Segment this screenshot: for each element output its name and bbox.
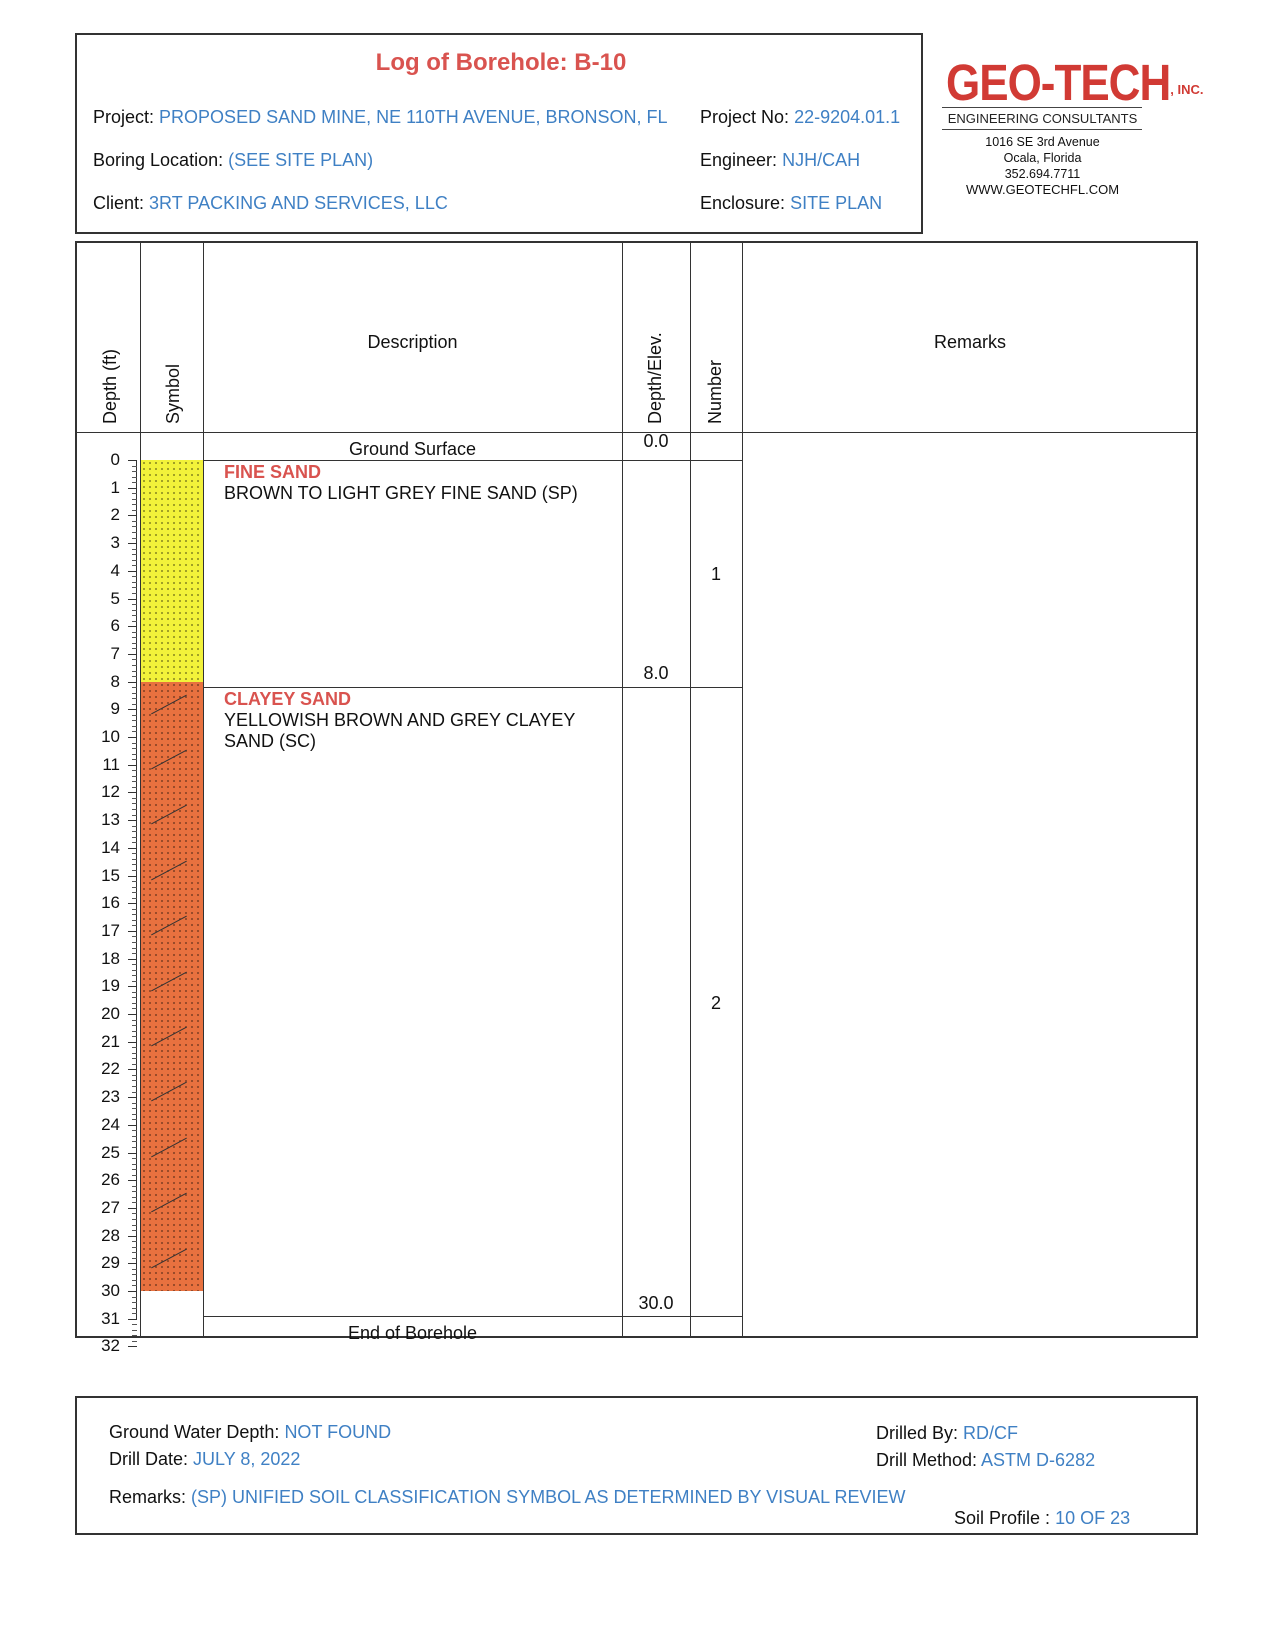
company-logo <box>940 55 1204 205</box>
depth-minor-tick <box>132 659 137 660</box>
depth-minor-tick <box>132 1158 137 1159</box>
depth-minor-tick <box>132 1103 137 1104</box>
depth-minor-tick <box>132 743 137 744</box>
depth-minor-tick <box>132 992 137 993</box>
drill-date-value: JULY 8, 2022 <box>193 1449 301 1469</box>
depth-minor-tick <box>132 593 137 594</box>
logo-rule-bottom <box>942 129 1142 130</box>
depth-minor-tick <box>132 776 137 777</box>
depth-minor-tick <box>132 898 137 899</box>
boring-location-label: Boring Location: <box>93 150 224 170</box>
depth-minor-tick <box>132 1092 137 1093</box>
depth-major-tick <box>128 931 137 932</box>
depth-tick-label: 8 <box>110 671 120 691</box>
depth-minor-tick <box>132 521 137 522</box>
depth-minor-tick <box>132 687 137 688</box>
drill-method-label: Drill Method: <box>876 1450 978 1470</box>
depth-minor-tick <box>132 665 137 666</box>
layer-1-name: FINE SAND <box>224 462 322 482</box>
logo-subtitle: ENGINEERING CONSULTANTS <box>947 111 1138 126</box>
depth-minor-tick <box>132 643 137 644</box>
depth-minor-tick <box>132 1191 137 1192</box>
depth-minor-tick <box>132 526 137 527</box>
depth-minor-tick <box>132 1241 137 1242</box>
clay-hatch-mark <box>151 1248 187 1268</box>
depth-minor-tick <box>132 1225 137 1226</box>
depth-tick-label: 15 <box>101 865 120 885</box>
drill-date-field <box>109 1449 300 1470</box>
depth-minor-tick <box>132 842 137 843</box>
depth-tick-label: 26 <box>101 1170 120 1190</box>
depth-major-tick <box>128 654 137 655</box>
soil-profile-label: Soil Profile : <box>954 1508 1051 1528</box>
depth-tick-label: 14 <box>101 837 120 857</box>
depth-major-tick <box>128 626 137 627</box>
depth-minor-tick <box>132 1031 137 1032</box>
col-header-remarks: Remarks <box>933 332 1006 352</box>
depth-minor-tick <box>132 604 137 605</box>
col-header-symbol: Symbol <box>163 363 183 424</box>
depth-major-tick <box>128 1153 137 1154</box>
depth-minor-tick <box>132 1285 137 1286</box>
layer-1-bottom-depth: 8.0 <box>643 663 669 683</box>
depth-tick-label: 16 <box>101 893 120 913</box>
depth-minor-tick <box>132 610 137 611</box>
project-no-field <box>700 107 900 128</box>
depth-major-tick <box>128 1014 137 1015</box>
depth-minor-tick <box>132 676 137 677</box>
depth-major-tick <box>128 1291 137 1292</box>
col-header-description: Description <box>367 332 458 352</box>
log-table <box>75 241 1198 1338</box>
depth-minor-tick <box>132 510 137 511</box>
depth-major-tick <box>128 1069 137 1070</box>
depth-minor-tick <box>132 499 137 500</box>
clay-hatch-mark <box>151 805 187 825</box>
depth-minor-tick <box>132 997 137 998</box>
depth-tick-label: 5 <box>110 588 120 608</box>
project-value: PROPOSED SAND MINE, NE 110TH AVENUE, BRONSON, FL <box>159 107 668 127</box>
depth-major-tick <box>128 765 137 766</box>
depth-tick-label: 23 <box>101 1087 120 1107</box>
depth-tick-label: 32 <box>101 1336 120 1356</box>
depth-minor-tick <box>132 615 137 616</box>
depth-minor-tick <box>132 909 137 910</box>
soil-profile-value: 10 OF 23 <box>1055 1508 1131 1528</box>
depth-minor-tick <box>132 532 137 533</box>
depth-tick-label: 4 <box>110 560 120 580</box>
depth-minor-tick <box>132 704 137 705</box>
depth-major-tick <box>128 1180 137 1181</box>
depth-minor-tick <box>132 1064 137 1065</box>
depth-minor-tick <box>132 914 137 915</box>
depth-minor-tick <box>132 549 137 550</box>
logo-website: WWW.GEOTECHFL.COM <box>965 182 1120 197</box>
log-title: Log of Borehole: B-10 <box>375 49 627 76</box>
depth-minor-tick <box>132 948 137 949</box>
ground-water-label: Ground Water Depth: <box>109 1422 280 1442</box>
depth-major-tick <box>128 460 137 461</box>
depth-minor-tick <box>132 1047 137 1048</box>
ground-surface-label: Ground Surface <box>348 439 477 459</box>
depth-major-tick <box>128 1346 137 1347</box>
layer-2-description-line1: YELLOWISH BROWN AND GREY CLAYEY <box>224 710 576 730</box>
project-no-value: 22-9204.01.1 <box>794 107 901 127</box>
depth-major-tick <box>128 1236 137 1237</box>
depth-minor-tick <box>132 1219 137 1220</box>
depth-minor-tick <box>132 637 137 638</box>
drilled-by-value: RD/CF <box>963 1423 1019 1443</box>
depth-minor-tick <box>132 1053 137 1054</box>
depth-minor-tick <box>132 582 137 583</box>
engineer-label: Engineer: <box>700 150 778 170</box>
depth-tick-label: 25 <box>101 1142 120 1162</box>
column-divider <box>742 241 743 1338</box>
depth-minor-tick <box>132 925 137 926</box>
depth-tick-label: 27 <box>101 1197 120 1217</box>
clay-hatch-mark <box>151 971 187 991</box>
depth-major-tick <box>128 1125 137 1126</box>
depth-tick-label: 6 <box>110 616 120 636</box>
depth-minor-tick <box>132 648 137 649</box>
remarks-label: Remarks: <box>109 1487 187 1507</box>
depth-tick-label: 3 <box>110 533 120 553</box>
depth-minor-tick <box>132 798 137 799</box>
depth-tick-label: 1 <box>110 477 120 497</box>
depth-minor-tick <box>132 803 137 804</box>
depth-tick-label: 29 <box>101 1253 120 1273</box>
depth-minor-tick <box>132 477 137 478</box>
depth-minor-tick <box>132 493 137 494</box>
depth-major-tick <box>128 543 137 544</box>
depth-major-tick <box>128 599 137 600</box>
client-value: 3RT PACKING AND SERVICES, LLC <box>149 193 448 213</box>
depth-minor-tick <box>132 560 137 561</box>
depth-major-tick <box>128 792 137 793</box>
clay-hatch-mark <box>151 916 187 936</box>
depth-minor-tick <box>132 1025 137 1026</box>
depth-tick-label: 22 <box>101 1059 120 1079</box>
depth-minor-tick <box>132 815 137 816</box>
depth-major-tick <box>128 876 137 877</box>
drill-method-field <box>876 1450 1095 1471</box>
depth-minor-tick <box>132 975 137 976</box>
column-divider <box>690 241 691 1338</box>
depth-minor-tick <box>132 837 137 838</box>
depth-minor-tick <box>132 1169 137 1170</box>
depth-minor-tick <box>132 1247 137 1248</box>
drill-date-label: Drill Date: <box>109 1449 189 1469</box>
depth-minor-tick <box>132 953 137 954</box>
depth-minor-tick <box>132 1313 137 1314</box>
depth-tick-label: 9 <box>110 699 120 719</box>
depth-minor-tick <box>132 809 137 810</box>
col-header-depth-elev: Depth/Elev. <box>645 332 665 424</box>
logo-name: GEO-TECH <box>946 55 1171 112</box>
depth-minor-tick <box>132 731 137 732</box>
col-header-depth: Depth (ft) <box>100 348 120 424</box>
depth-minor-tick <box>132 576 137 577</box>
clay-hatch-mark <box>151 1082 187 1102</box>
depth-minor-tick <box>132 1335 137 1336</box>
depth-minor-tick <box>132 1008 137 1009</box>
depth-tick-label: 17 <box>101 920 120 940</box>
ground-water-field <box>109 1422 391 1443</box>
depth-major-tick <box>128 737 137 738</box>
drill-method-value: ASTM D-6282 <box>981 1450 1096 1470</box>
depth-minor-tick <box>132 538 137 539</box>
depth-minor-tick <box>132 748 137 749</box>
depth-minor-tick <box>132 853 137 854</box>
depth-minor-tick <box>132 920 137 921</box>
depth-tick-label: 31 <box>101 1308 120 1328</box>
depth-minor-tick <box>132 981 137 982</box>
depth-minor-tick <box>132 1213 137 1214</box>
depth-major-tick <box>128 1042 137 1043</box>
logo-wordmark <box>946 55 1204 112</box>
depth-minor-tick <box>132 1080 137 1081</box>
ground-water-value: NOT FOUND <box>284 1422 392 1442</box>
depth-tick-label: 2 <box>110 505 120 525</box>
depth-tick-label: 10 <box>101 727 120 746</box>
enclosure-value: SITE PLAN <box>790 193 883 213</box>
depth-minor-tick <box>132 1274 137 1275</box>
depth-minor-tick <box>132 1164 137 1165</box>
depth-minor-tick <box>132 1202 137 1203</box>
depth-minor-tick <box>132 1230 137 1231</box>
depth-major-tick <box>128 488 137 489</box>
depth-minor-tick <box>132 1075 137 1076</box>
column-divider <box>203 241 204 1338</box>
depth-minor-tick <box>132 504 137 505</box>
drilled-by-label: Drilled By: <box>876 1423 959 1443</box>
depth-major-tick <box>128 682 137 683</box>
depth-minor-tick <box>132 864 137 865</box>
depth-tick-label: 18 <box>101 948 120 968</box>
depth-tick-label: 24 <box>101 1114 120 1134</box>
depth-tick-label: 21 <box>101 1031 120 1051</box>
end-of-borehole-label: End of Borehole <box>347 1323 478 1343</box>
depth-minor-tick <box>132 1136 137 1137</box>
depth-minor-tick <box>132 671 137 672</box>
depth-minor-tick <box>132 1147 137 1148</box>
depth-minor-tick <box>132 964 137 965</box>
depth-minor-tick <box>132 1269 137 1270</box>
engineer-value: NJH/CAH <box>782 150 861 170</box>
soil-symbol-1 <box>141 460 203 682</box>
depth-tick-label: 30 <box>101 1281 120 1300</box>
depth-minor-tick <box>132 1258 137 1259</box>
depth-scale <box>75 432 140 1356</box>
layer-2-description-line2: SAND (SC) <box>224 731 317 751</box>
depth-minor-tick <box>132 1324 137 1325</box>
logo-address2: Ocala, Florida <box>1003 151 1082 165</box>
ground-surface-depth: 0.0 <box>643 431 669 451</box>
depth-minor-tick <box>132 970 137 971</box>
depth-tick-label: 0 <box>110 450 120 469</box>
depth-minor-tick <box>132 693 137 694</box>
client-field <box>93 193 448 214</box>
clay-hatch-mark <box>151 750 187 770</box>
depth-minor-tick <box>132 1341 137 1342</box>
col-header-number: Number <box>705 359 725 424</box>
client-label: Client: <box>93 193 145 213</box>
depth-minor-tick <box>132 1297 137 1298</box>
clay-hatch-mark <box>151 694 187 714</box>
depth-minor-tick <box>132 1197 137 1198</box>
depth-tick-label: 13 <box>101 810 120 830</box>
depth-minor-tick <box>132 720 137 721</box>
depth-major-tick <box>128 1208 137 1209</box>
depth-major-tick <box>128 1263 137 1264</box>
depth-minor-tick <box>132 936 137 937</box>
soil-symbol-2 <box>141 682 203 1291</box>
logo-phone: 352.694.7711 <box>1004 167 1081 181</box>
layer-1-boundary <box>203 687 742 688</box>
layer-2-sample-number: 2 <box>710 993 721 1013</box>
depth-major-tick <box>128 903 137 904</box>
depth-minor-tick <box>132 892 137 893</box>
logo-suffix: , INC. <box>1170 82 1204 97</box>
column-divider <box>622 241 623 1338</box>
project-no-label: Project No: <box>700 107 790 127</box>
depth-minor-tick <box>132 1302 137 1303</box>
layer-2-name: CLAYEY SAND <box>224 689 352 709</box>
depth-minor-tick <box>132 1108 137 1109</box>
depth-minor-tick <box>132 1186 137 1187</box>
depth-minor-tick <box>132 587 137 588</box>
boring-location-field <box>93 150 373 171</box>
footer-box <box>75 1396 1198 1535</box>
clay-hatch-mark <box>151 1193 187 1213</box>
remarks-field <box>109 1487 906 1508</box>
depth-minor-tick <box>132 870 137 871</box>
layer-2-boundary <box>203 1316 742 1317</box>
depth-minor-tick <box>132 826 137 827</box>
depth-tick-label: 20 <box>101 1004 120 1023</box>
depth-minor-tick <box>132 632 137 633</box>
enclosure-field <box>700 193 882 214</box>
depth-minor-tick <box>132 565 137 566</box>
drilled-by-field <box>876 1423 1018 1444</box>
ground-surface-line <box>203 460 742 461</box>
depth-minor-tick <box>132 1058 137 1059</box>
depth-minor-tick <box>132 1330 137 1331</box>
logo-rule <box>942 107 1142 108</box>
project-label: Project: <box>93 107 155 127</box>
depth-minor-tick <box>132 754 137 755</box>
depth-minor-tick <box>132 726 137 727</box>
engineer-field <box>700 150 860 171</box>
depth-minor-tick <box>132 770 137 771</box>
depth-minor-tick <box>132 787 137 788</box>
depth-minor-tick <box>132 1036 137 1037</box>
depth-minor-tick <box>132 759 137 760</box>
depth-major-tick <box>128 820 137 821</box>
depth-minor-tick <box>132 1086 137 1087</box>
depth-tick-label: 11 <box>102 754 120 774</box>
depth-minor-tick <box>132 715 137 716</box>
depth-minor-tick <box>132 859 137 860</box>
depth-minor-tick <box>132 1119 137 1120</box>
symbol-column <box>141 432 203 1338</box>
depth-major-tick <box>128 986 137 987</box>
depth-major-tick <box>128 848 137 849</box>
layer-1-description: BROWN TO LIGHT GREY FINE SAND (SP) <box>224 483 578 503</box>
depth-minor-tick <box>132 698 137 699</box>
depth-minor-tick <box>132 881 137 882</box>
depth-tick-label: 19 <box>101 976 120 996</box>
depth-minor-tick <box>132 781 137 782</box>
depth-minor-tick <box>132 887 137 888</box>
depth-major-tick <box>128 709 137 710</box>
depth-major-tick <box>128 1319 137 1320</box>
remarks-value: (SP) UNIFIED SOIL CLASSIFICATION SYMBOL AS DETERMINED BY VISUAL REVIEW <box>191 1487 906 1507</box>
layer-1-sample-number: 1 <box>710 564 721 584</box>
enclosure-label: Enclosure: <box>700 193 786 213</box>
depth-minor-tick <box>132 554 137 555</box>
depth-major-tick <box>128 959 137 960</box>
project-field <box>93 107 668 128</box>
depth-minor-tick <box>132 831 137 832</box>
depth-minor-tick <box>132 942 137 943</box>
depth-tick-label: 12 <box>101 782 120 802</box>
clay-hatch-mark <box>151 1027 187 1047</box>
depth-minor-tick <box>132 1003 137 1004</box>
soil-profile-field <box>954 1508 1130 1529</box>
logo-address1: 1016 SE 3rd Avenue <box>985 135 1100 149</box>
depth-minor-tick <box>132 1175 137 1176</box>
depth-major-tick <box>128 515 137 516</box>
depth-minor-tick <box>132 482 137 483</box>
header-box <box>75 33 923 234</box>
clay-hatch-mark <box>151 1137 187 1157</box>
layer-2-bottom-depth: 30.0 <box>638 1293 674 1313</box>
depth-minor-tick <box>132 1141 137 1142</box>
depth-minor-tick <box>132 1020 137 1021</box>
depth-minor-tick <box>132 471 137 472</box>
depth-major-tick <box>128 1097 137 1098</box>
depth-major-tick <box>128 571 137 572</box>
depth-minor-tick <box>132 1114 137 1115</box>
depth-tick-label: 28 <box>101 1225 120 1245</box>
depth-minor-tick <box>132 1308 137 1309</box>
depth-minor-tick <box>132 621 137 622</box>
depth-minor-tick <box>132 466 137 467</box>
depth-minor-tick <box>132 1252 137 1253</box>
depth-tick-label: 7 <box>110 643 120 663</box>
boring-location-value: (SEE SITE PLAN) <box>228 150 374 170</box>
depth-minor-tick <box>132 1280 137 1281</box>
depth-minor-tick <box>132 1130 137 1131</box>
clay-hatch-mark <box>151 860 187 880</box>
